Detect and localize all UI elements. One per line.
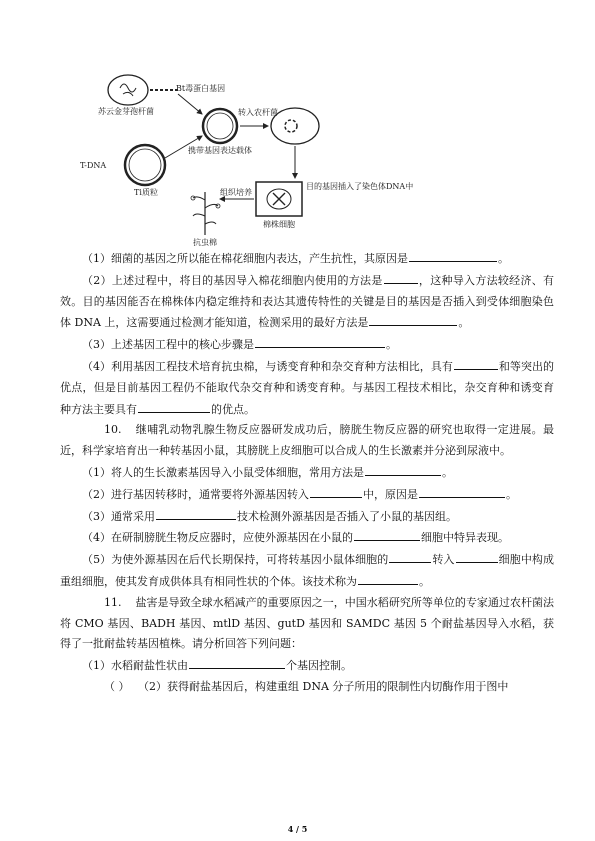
q10-intro: 10. 继哺乳动物乳腺生物反应器研发成功后，膀胱生物反应器的研究也取得一定进展。最近，科学家培育出一种转基因小鼠，其膀胱上皮细胞可以合成人的生长激素并分泌到尿液中。: [60, 423, 554, 458]
agrobacterium-cell: [271, 108, 319, 144]
label-cotton-cell: 棉株细胞: [263, 220, 295, 229]
q9-part4: （4）利用基因工程技术培育抗虫棉，与诱变育种和杂交育种方法相比，具有 和等突出的优点，但是目前基因工程仍不能取代杂交育种和诱变育种。与基因工程技术相比，杂交育种和诱变育种方法主要具有 的优点。: [60, 356, 554, 420]
q9-part3: （3）上述基因工程中的核心步骤是 。: [60, 334, 554, 356]
expression-vector-circle: [203, 109, 237, 143]
label-ti-dna: T-DNA: [80, 161, 107, 170]
answer-blank: [354, 527, 420, 541]
cotton-plant-drawing: [191, 192, 220, 235]
question-text: [60, 248, 554, 698]
label-culture: 组织培养: [220, 188, 252, 197]
label-bt-gene: Bt毒蛋白基因: [176, 84, 226, 93]
answer-blank: [365, 462, 441, 476]
answer-blank: [255, 334, 385, 348]
answer-blank: [384, 270, 418, 284]
label-bacterium: 苏云金芽孢杆菌: [98, 107, 154, 116]
q10-part1: （1）将人的生长激素基因导入小鼠受体细胞，常用方法是 。: [60, 462, 554, 484]
answer-blank: [138, 399, 210, 413]
answer-blank: [189, 655, 285, 669]
q11-part2: （ ） （2）获得耐盐基因后，构建重组 DNA 分子所用的限制性内切酶作用于图中: [104, 679, 509, 693]
answer-blank: [389, 549, 431, 563]
answer-blank: [456, 549, 498, 563]
page-number: 4 / 5: [287, 824, 308, 834]
answer-blank: [369, 312, 457, 326]
q11-part1: （1）水稻耐盐性状由 个基因控制。: [60, 655, 554, 677]
answer-blank: [156, 506, 236, 520]
q9-part1: （1）细菌的基因之所以能在棉花细胞内表达，产生抗性，其原因是 。: [60, 248, 554, 270]
q10-part4: （4）在研制膀胱生物反应器时，应使外源基因在小鼠的 细胞中特异表现。: [60, 527, 554, 549]
q9-part2: （2）上述过程中，将目的基因导入棉花细胞内使用的方法是 ，这种导入方法较经济、有效。目的基因能否在棉株体内稳定维持和表达其遗传特性的关键是目的基因是否插入到受体细胞染色体 DNA 上，这需要通过检测才能知道，检测采用的最好方法是 。: [60, 270, 554, 334]
q10-part5: （5）为使外源基因在后代长期保持，可将转基因小鼠体细胞的 转入 细胞中构成重组细胞，使其发育成供体具有相同性状的个体。该技术称为 。: [60, 549, 554, 593]
label-ti-plasmid: Ti质粒: [134, 188, 158, 197]
q10-part3: （3）通常采用 技术检测外源基因是否插入了小鼠的基因组。: [60, 506, 554, 528]
bacterium-cell: [108, 75, 148, 105]
answer-blank: [409, 248, 497, 262]
answer-blank: [454, 356, 498, 370]
q10-part2: （2）进行基因转移时，通常要将外源基因转入 中，原因是 。: [60, 484, 554, 506]
gene-transfer-diagram: [60, 60, 414, 250]
label-integrate: 目的基因插入了染色体DNA中: [306, 182, 414, 191]
answer-blank: [310, 484, 362, 498]
ti-plasmid-circle: [125, 145, 165, 185]
q11-intro: 11. 盐害是导致全球水稻减产的重要原因之一，中国水稻研究所等单位的专家通过农杆菌法将 CMO 基因、BADH 基因、mtlD 基因、gutD 基因和 SAMDC 基因 5 个耐盐基因导入水稻，获得了一批耐盐转基因植株。请分析回答下列问题：: [60, 595, 554, 651]
label-transfer: 转入农杆菌: [238, 108, 278, 117]
answer-blank: [419, 484, 505, 498]
label-vector: 携带基因表达载体: [188, 146, 252, 155]
label-plant: 抗虫棉: [193, 238, 217, 247]
answer-blank: [358, 571, 418, 585]
